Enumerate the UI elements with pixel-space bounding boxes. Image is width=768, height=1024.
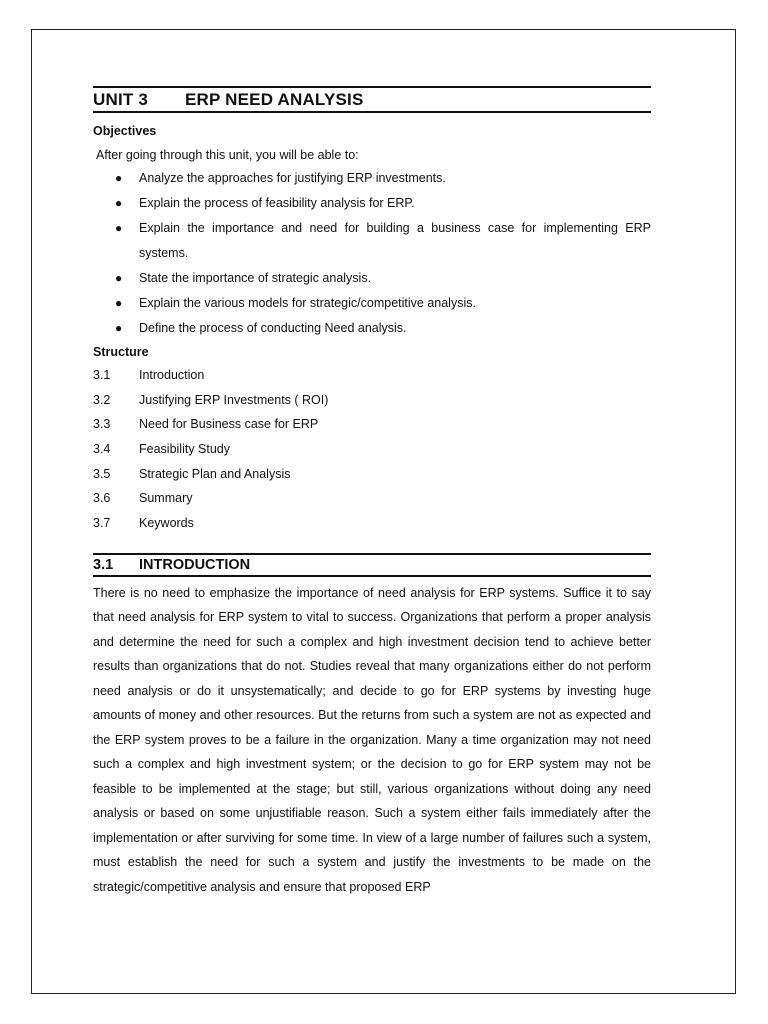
list-item: ● Analyze the approaches for justifying ERP investments.: [93, 166, 651, 191]
structure-item: [93, 462, 651, 487]
structure-item: [93, 388, 651, 413]
list-item: ● Explain the importance and need for building a business case for implementing ERP systems.: [93, 216, 651, 266]
unit-title: ERP NEED ANALYSIS: [185, 89, 364, 109]
list-item: ● Define the process of conducting Need analysis.: [93, 316, 651, 341]
list-item: ● State the importance of strategic analysis.: [93, 266, 651, 291]
structure-item-number: 3.4: [93, 442, 111, 457]
structure-item: [93, 511, 651, 536]
structure-item-number: 3.1: [93, 368, 111, 382]
structure-item-number: 3.6: [93, 491, 111, 506]
structure-item-title: Introduction: [139, 368, 205, 382]
structure-item-title: Keywords: [139, 516, 194, 531]
structure-item-title: Need for Business case for ERP: [139, 417, 319, 432]
objectives-intro: After going through this unit, you will be able to:: [96, 148, 359, 162]
structure-item-number: 3.3: [93, 417, 111, 432]
unit-number: UNIT 3: [93, 89, 149, 109]
objectives-label: Objectives: [93, 124, 157, 138]
section-title: INTRODUCTION: [139, 556, 251, 573]
list-item: ● Explain the various models for strategic/competitive analysis.: [93, 291, 651, 316]
structure-item-title: Feasibility Study: [139, 442, 231, 457]
structure-item: [93, 363, 651, 388]
structure-item-title: Justifying ERP Investments ( ROI): [139, 392, 329, 407]
list-item: ● Explain the process of feasibility analysis for ERP.: [93, 191, 651, 216]
structure-item-title: Summary: [139, 491, 193, 506]
structure-item-number: 3.7: [93, 516, 111, 531]
structure-list: [93, 363, 651, 536]
structure-item: [93, 412, 651, 437]
bullet-icon: ●: [115, 221, 123, 235]
structure-label: Structure: [93, 345, 149, 359]
structure-item: [93, 486, 651, 511]
introduction-paragraph: There is no need to emphasize the importance of need analysis for ERP systems. Suffice it to say that need analysis for ERP system to vital to success. Organizations that perform a proper analysis and determine the need for such a complex and high investment decision tend to achieve better results than organizations that do not. Studies reveal that many organizations either do not perform need analysis or do it unsystematically; and decide to go for ERP systems by investing huge amounts of money and other resources. But the returns from such a system are not as expected and the ERP system proves to be a failure in the organization. Many a time organization may not need such a complex and high investment system; or the decision to go for ERP system may not be feasible to be implemented at the stage; but still, various organizations without doing any need analysis or based on some unjustifiable reason. Such a system either fails immediately after the implementation or after surviving for some time. In view of a large number of failures such a system, must establish the need for such a system and justify the investments to be made on the strategic/competitive analysis and ensure that proposed ERP: [93, 585, 651, 894]
objectives-list: [93, 166, 651, 341]
structure-item-number: 3.5: [93, 466, 111, 481]
structure-item-number: 3.2: [93, 392, 111, 407]
page-content: [93, 86, 651, 912]
bullet-icon: ●: [115, 171, 123, 185]
bullet-icon: ●: [115, 196, 123, 210]
section-number: 3.1: [93, 556, 114, 573]
structure-item-title: Strategic Plan and Analysis: [139, 466, 291, 481]
bullet-icon: ●: [115, 321, 123, 335]
bullet-icon: ●: [115, 271, 123, 285]
structure-item: [93, 437, 651, 462]
unit-header: [93, 86, 651, 113]
bullet-icon: ●: [115, 296, 123, 310]
introduction-header: [93, 553, 651, 577]
